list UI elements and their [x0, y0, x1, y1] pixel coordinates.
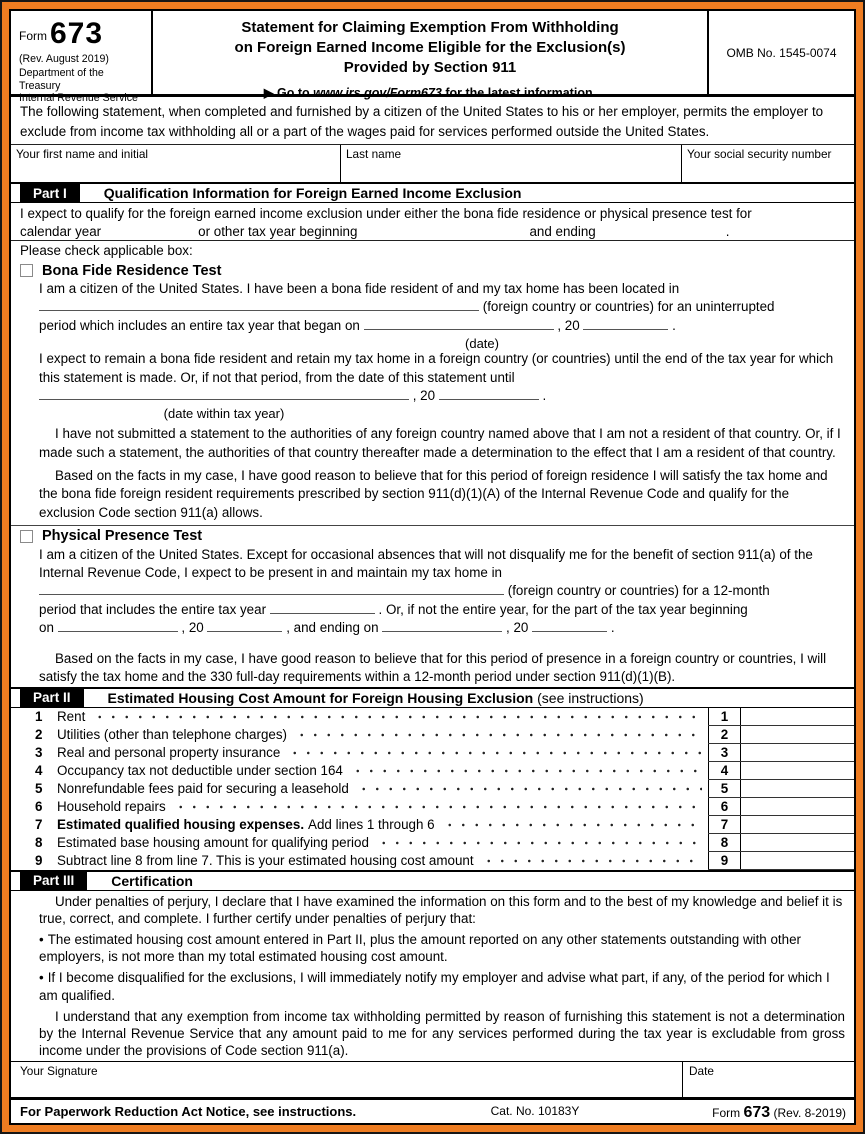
- phys-end-date-blank[interactable]: [382, 619, 502, 632]
- bona-fide-checkbox[interactable]: [20, 264, 33, 277]
- form-revision: (Rev. August 2019): [19, 53, 109, 65]
- bona-fide-heading-row: [20, 261, 854, 280]
- cert-bullet1: [39, 931, 845, 965]
- line-label: Real and personal property insurance: [57, 745, 281, 761]
- bullet-icon: •: [39, 970, 44, 986]
- phys-line3-period: .: [610, 620, 615, 636]
- line-label: Utilities (other than telephone charges): [57, 727, 288, 743]
- amount-cell[interactable]: [741, 762, 854, 779]
- ssn-field[interactable]: Your social security number: [687, 147, 832, 161]
- form-reference: [610, 1104, 854, 1122]
- bona-p2: I expect to remain a bona fide resident and retain my tax home in a foreign country (or countries) until the end of the tax year for which this statement is made. Or, if not that period, from the date of this statement until: [39, 351, 834, 385]
- bona-fide-body: [39, 280, 845, 522]
- bullet-icon: •: [39, 931, 44, 947]
- phys-end-year-blank[interactable]: [532, 619, 607, 632]
- bona-began-text: period which includes an entire tax year that began on: [39, 317, 360, 333]
- line-number-box: 8: [708, 834, 741, 851]
- goto-suffix: for the latest information.: [441, 86, 597, 100]
- table-row: [11, 798, 854, 816]
- table-row: [11, 834, 854, 852]
- part1-intro: [11, 203, 854, 241]
- bona-country-blank[interactable]: [39, 298, 479, 311]
- part2-title: [108, 689, 644, 707]
- part1-label: Part I: [20, 184, 80, 202]
- paperwork-notice: For Paperwork Reduction Act Notice, see instructions.: [20, 1104, 357, 1119]
- bona-p1: I am a citizen of the United States. I have been a bona fide resident of and my tax home has been located in: [39, 281, 680, 296]
- part2-label: Part II: [20, 689, 84, 707]
- date-within-tax-year-caption: (date within tax year): [163, 406, 285, 422]
- line-number-box: 9: [708, 852, 741, 869]
- form-number: 673: [50, 17, 104, 50]
- phys-end-20: , 20: [506, 620, 529, 636]
- dot-leader: [295, 726, 702, 744]
- part2-bar: [11, 687, 854, 708]
- amount-cell[interactable]: [741, 726, 854, 743]
- line-number-box: 3: [708, 744, 741, 761]
- amount-cell[interactable]: [741, 834, 854, 851]
- form-title-line2: on Foreign Earned Income Eligible for the Exclusion(s): [234, 39, 626, 56]
- footer-form-word: Form: [712, 1106, 744, 1120]
- goto-url-link[interactable]: www.irs.gov/Form673: [313, 86, 442, 100]
- part1-intro-line2: [20, 223, 845, 241]
- dot-leader: [357, 780, 702, 798]
- bona-until-20: , 20: [412, 387, 436, 403]
- first-name-field[interactable]: Your first name and initial: [11, 145, 341, 182]
- bona-country-suffix: (foreign country or countries) for an uninterrupted: [482, 299, 775, 315]
- certification-body: [39, 893, 845, 1060]
- line-number: 9: [35, 853, 43, 869]
- dot-leader: [443, 816, 702, 834]
- amount-cell[interactable]: [741, 852, 854, 869]
- form-header: [11, 11, 854, 104]
- footer-form-revision: (Rev. 8-2019): [770, 1106, 846, 1120]
- phys-on-text: on: [39, 620, 54, 636]
- bona-p4: Based on the facts in my case, I have good reason to believe that for this period of foreign residence I will satisfy the tax home and the bona fide foreign resident requirements prescribed by section 911(d)(1)(A) of the Internal Revenue Code and qualify for the exclusion Code section 911(a) allows.: [39, 467, 828, 520]
- line-label: Household repairs: [57, 799, 166, 815]
- intro-paragraph: The following statement, when completed and furnished by a citizen of the United States to his or her employer, permits the employer to exclude from income tax withholding all or a part of the wages paid for services performed outside the United States.: [11, 97, 854, 145]
- part3-bar: [11, 870, 854, 891]
- bona-until-period: .: [542, 387, 547, 403]
- dot-leader: [377, 834, 702, 852]
- line-label: Subtract line 8 from line 7. This is your estimated housing cost amount: [57, 853, 474, 869]
- table-row: [11, 816, 854, 834]
- period-char: .: [725, 224, 730, 239]
- signature-row: [11, 1061, 854, 1097]
- phys-ending-text: , and ending on: [286, 620, 379, 636]
- check-prompt: Please check applicable box:: [20, 243, 193, 258]
- bona-began-20: , 20: [557, 317, 580, 333]
- bona-until-date-blank[interactable]: [39, 387, 409, 400]
- footer-form-number: 673: [743, 1104, 771, 1121]
- cert-bullet1-text: The estimated housing cost amount entered in Part II, plus the amount reported on any other statements outstanding with other employers, is not more than my total estimated housing cost amount.: [39, 931, 801, 965]
- section-divider: [11, 525, 854, 526]
- goto-prefix: Go to: [277, 86, 314, 100]
- line-number: 1: [35, 709, 43, 725]
- form-title-line1: Statement for Claiming Exemption From Withholding: [241, 19, 619, 36]
- part1-intro-line1: I expect to qualify for the foreign earned income exclusion under either the bona fide residence or physical presence test for: [20, 206, 752, 221]
- amount-cell[interactable]: [741, 744, 854, 761]
- line-number: 7: [35, 817, 43, 833]
- line-number-box: 4: [708, 762, 741, 779]
- cert-p2: I understand that any exemption from income tax withholding permitted by reason of furnishing this statement is not a determination by the Internal Revenue Service that any amount paid to me for any services performed during the tax year is excludable from gross income under the provisions of Code section 911(a).: [39, 1008, 845, 1059]
- phys-p2: Based on the facts in my case, I have good reason to believe that for this period of presence in a foreign country or countries, I will satisfy the tax home and the 330 full-day requirements within a 12-month period under section 911(d)(1)(B).: [39, 650, 827, 685]
- line-label: Rent: [57, 709, 86, 725]
- omb-number: OMB No. 1545-0074: [707, 11, 854, 94]
- bona-began-date-blank[interactable]: [364, 317, 554, 330]
- phys-begin-year-blank[interactable]: [207, 619, 282, 632]
- tax-year-beginning-text: or other tax year beginning: [198, 224, 358, 239]
- amount-cell[interactable]: [741, 708, 854, 725]
- part2-title-text: Estimated Housing Cost Amount for Foreign Housing Exclusion: [107, 689, 534, 706]
- date-field[interactable]: Date: [682, 1062, 854, 1097]
- table-row: [11, 726, 854, 744]
- physical-heading-row: [20, 527, 854, 546]
- arrow-icon: ▶: [263, 86, 274, 100]
- form-word: Form: [19, 29, 47, 43]
- form-body: [9, 9, 856, 1125]
- form-title-line3: Provided by Section 911: [343, 59, 517, 76]
- amount-cell[interactable]: [741, 816, 854, 833]
- phys-country-blank[interactable]: [39, 582, 504, 595]
- phys-taxyear-suffix: . Or, if not the entire year, for the part of the tax year beginning: [378, 601, 748, 617]
- line-number-box: 2: [708, 726, 741, 743]
- part1-title: Qualification Information for Foreign Earned Income Exclusion: [103, 185, 522, 201]
- line-label: Estimated base housing amount for qualifying period: [57, 835, 369, 851]
- amount-cell[interactable]: [741, 780, 854, 797]
- line-number: 3: [35, 745, 43, 761]
- bona-fide-heading: Bona Fide Residence Test: [42, 262, 222, 279]
- line-number-box: 6: [708, 798, 741, 815]
- bona-began-period: .: [672, 317, 676, 333]
- line-number-box: 5: [708, 780, 741, 797]
- line-label: Nonrefundable fees paid for securing a leasehold: [57, 781, 349, 797]
- date-caption: (date): [465, 336, 499, 352]
- bona-p3: I have not submitted a statement to the authorities of any foreign country named above that I am not a resident of that country. Or, if I made such a statement, the authorities of that country thereafter made a determination to the effect that I am a resident of that country.: [39, 426, 841, 460]
- catalog-number: Cat. No. 10183Y: [490, 1104, 580, 1118]
- dot-leader: [174, 798, 702, 816]
- form-title-block: [153, 11, 707, 100]
- phys-country-suffix: (foreign country or countries) for a 12-month: [507, 583, 770, 599]
- table-row: [11, 708, 854, 726]
- orange-frame: [2, 2, 863, 1132]
- form-footer: [11, 1097, 854, 1123]
- dot-leader: [93, 708, 702, 726]
- table-row: [11, 744, 854, 762]
- line-number: 6: [35, 799, 43, 815]
- dept-irs: Internal Revenue Service: [19, 92, 138, 104]
- calendar-year-text: calendar year: [20, 224, 102, 239]
- physical-body: [39, 546, 845, 687]
- line-number: 4: [35, 763, 43, 779]
- cert-p1: Under penalties of perjury, I declare that I have examined the information on this form and to the best of my knowledge and belief it is true, correct, and complete. I further certify under penalties of perjury that:: [39, 893, 843, 926]
- table-row: [11, 852, 854, 870]
- phys-begin-20: , 20: [181, 620, 204, 636]
- line-number: 5: [35, 781, 43, 797]
- line-number-box: 1: [708, 708, 741, 725]
- line-number-box: 7: [708, 816, 741, 833]
- name-fields-row: [11, 145, 854, 182]
- part2-subtitle: (see instructions): [533, 689, 644, 706]
- cert-bullet2: [39, 969, 845, 1003]
- and-ending-text: and ending: [529, 224, 596, 239]
- last-name-field[interactable]: Last name: [341, 145, 682, 182]
- form-number-block: [11, 11, 153, 104]
- table-row: [11, 780, 854, 798]
- phys-begin-date-blank[interactable]: [58, 619, 178, 632]
- dept-treasury: Department of the Treasury: [19, 67, 104, 92]
- part1-bar: [11, 182, 854, 203]
- dot-leader: [288, 744, 702, 762]
- line-label: Occupancy tax not deductible under section 164: [57, 763, 343, 779]
- part3-label: Part III: [20, 872, 87, 890]
- part3-title: Certification: [111, 872, 193, 889]
- phys-p1: I am a citizen of the United States. Except for occasional absences that will not disqualify me for the benefit of section 911(a) of the Internal Revenue Code, I expect to be present in and maintain my tax home in: [39, 546, 813, 581]
- physical-checkbox[interactable]: [20, 530, 33, 543]
- table-row: [11, 762, 854, 780]
- line-label: Add lines 1 through 6: [308, 817, 435, 833]
- dot-leader: [482, 852, 702, 870]
- signature-field[interactable]: Your Signature: [20, 1064, 98, 1078]
- cert-bullet2-text: If I become disqualified for the exclusions, I will immediately notify my employer and advise what part, if any, of the period for which I am qualified.: [39, 970, 830, 1003]
- line-number: 2: [35, 727, 43, 743]
- phys-taxyear-blank[interactable]: [270, 601, 375, 614]
- physical-heading: Physical Presence Test: [42, 528, 203, 545]
- line-number: 8: [35, 835, 43, 851]
- bona-began-year-blank[interactable]: [583, 317, 668, 330]
- bona-until-year-blank[interactable]: [439, 387, 539, 400]
- phys-taxyear-text: period that includes the entire tax year: [39, 601, 267, 617]
- dot-leader: [351, 762, 702, 780]
- amount-cell[interactable]: [741, 798, 854, 815]
- line-label-bold: Estimated qualified housing expenses.: [57, 817, 305, 833]
